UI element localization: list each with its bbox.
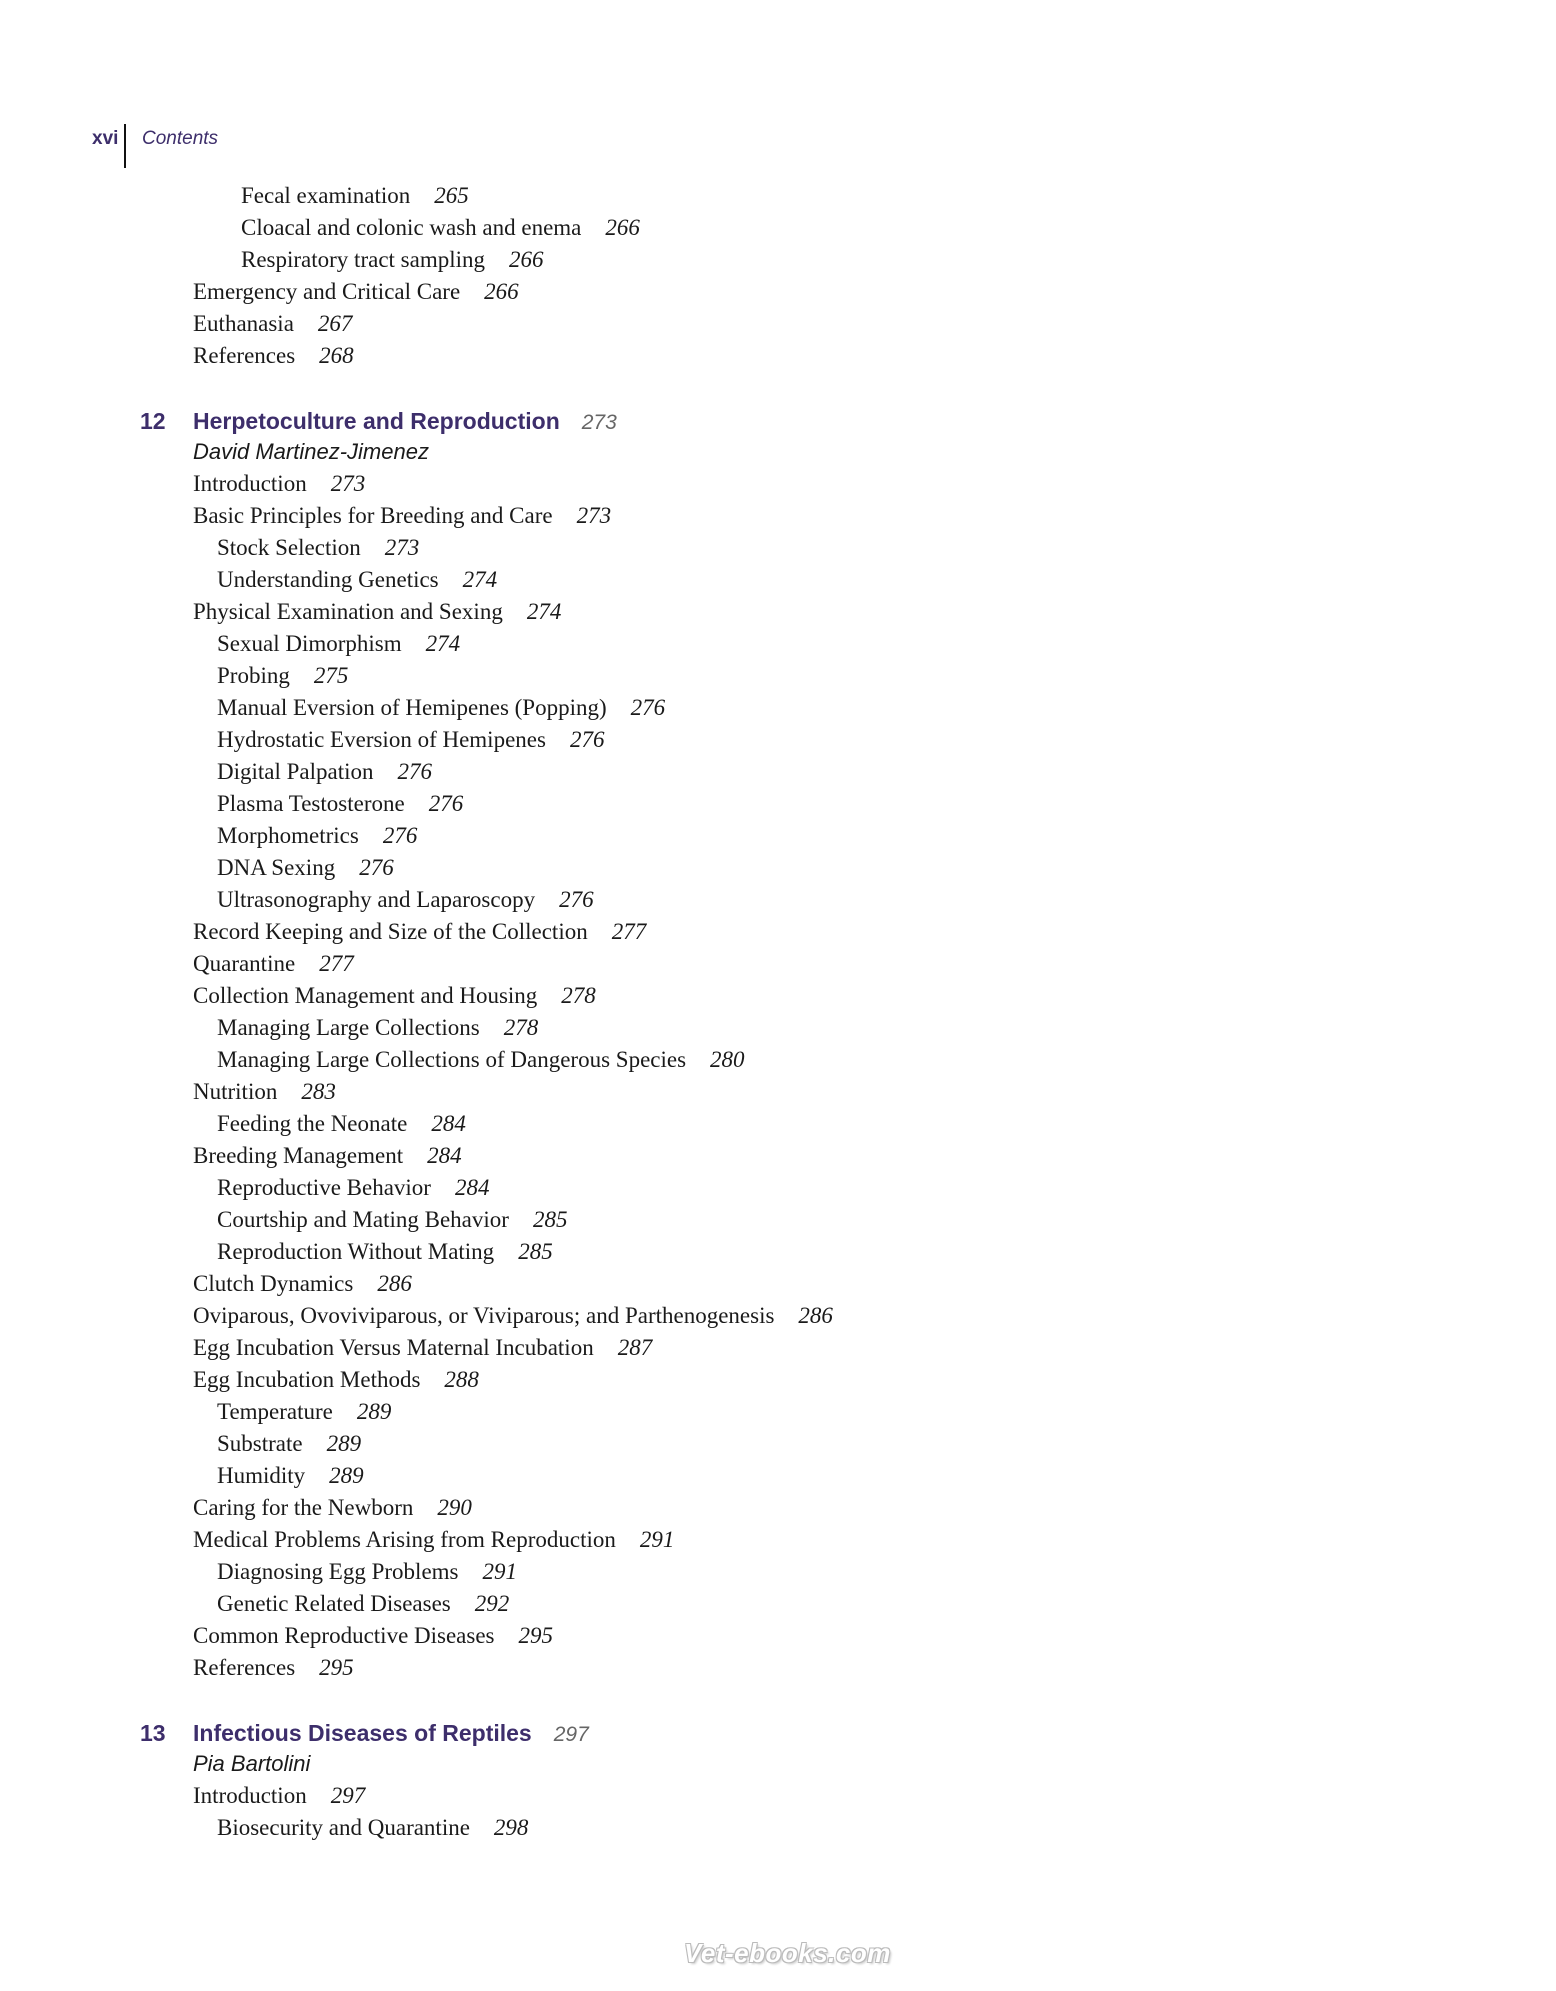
toc-page: 287: [617, 1335, 653, 1360]
toc-page: 266: [605, 215, 640, 240]
toc-entry: Reproductive Behavior 284: [217, 1175, 490, 1200]
toc-entry: Substrate 289: [217, 1431, 362, 1456]
watermark-logo: Vet-ebooks.com: [684, 1938, 891, 1968]
toc-page: 289: [326, 1431, 362, 1456]
toc-page: 285: [532, 1207, 568, 1232]
toc-entry: Egg Incubation Versus Maternal Incubation 287: [193, 1335, 653, 1360]
toc-entry: Euthanasia 267: [193, 311, 353, 336]
toc-entry: Introduction 273: [193, 471, 366, 496]
toc-entry: Stock Selection 273: [217, 535, 420, 560]
toc-entry: Understanding Genetics 274: [217, 567, 498, 592]
toc-entry: Humidity 289: [217, 1463, 364, 1488]
toc-page: 290: [437, 1495, 472, 1520]
header-divider: [124, 124, 126, 168]
toc-entry: Cloacal and colonic wash and enema 266: [241, 215, 640, 240]
chapter-number: 12: [140, 408, 166, 434]
toc-entry: Medical Problems Arising from Reproduction 291: [193, 1527, 675, 1552]
toc-entry: Manual Eversion of Hemipenes (Popping) 276: [217, 695, 666, 720]
toc-page: 277: [319, 951, 354, 976]
toc-page: 283: [301, 1079, 336, 1104]
toc-entry: Caring for the Newborn 290: [193, 1495, 472, 1520]
chapter-number: 13: [140, 1720, 166, 1746]
toc-entry: Temperature 289: [217, 1399, 392, 1424]
toc-entry: Sexual Dimorphism 274: [217, 631, 461, 656]
toc-entry: DNA Sexing 276: [217, 855, 394, 880]
toc-entry: Genetic Related Diseases 292: [217, 1591, 510, 1616]
toc-entry: Courtship and Mating Behavior 285: [217, 1207, 568, 1232]
toc-entry: Collection Management and Housing 278: [193, 983, 596, 1008]
toc-page: 273: [330, 471, 366, 496]
toc-page: 276: [359, 855, 394, 880]
toc-page: 291: [482, 1559, 517, 1584]
toc-entry: Record Keeping and Size of the Collection 277: [193, 919, 647, 944]
toc-page: 289: [356, 1399, 392, 1424]
toc-page: 273: [384, 535, 420, 560]
toc-entry: Respiratory tract sampling 266: [241, 247, 544, 272]
toc-entry: Fecal examination 265: [241, 183, 469, 208]
toc-page: 274: [462, 567, 498, 592]
toc-entry: Morphometrics 276: [217, 823, 418, 848]
toc-page: 267: [317, 311, 353, 336]
toc-page: 276: [569, 727, 605, 752]
toc-page: 274: [425, 631, 461, 656]
toc-entry: Feeding the Neonate 284: [217, 1111, 466, 1136]
toc-page: 295: [319, 1655, 354, 1680]
toc-entry: Nutrition 283: [193, 1079, 336, 1104]
toc-page: 268: [319, 343, 354, 368]
toc-page: 276: [382, 823, 418, 848]
chapter-heading: [140, 1717, 589, 1749]
chapter-heading: [140, 405, 617, 437]
toc-entry: Digital Palpation 276: [217, 759, 433, 784]
toc-entry: Hydrostatic Eversion of Hemipenes 276: [217, 727, 605, 752]
toc-page: 273: [576, 503, 612, 528]
toc-page: 278: [503, 1015, 539, 1040]
chapter-page: 297: [553, 1723, 589, 1746]
toc-page: 284: [454, 1175, 490, 1200]
toc-page: 266: [484, 279, 519, 304]
toc-page: 292: [474, 1591, 510, 1616]
toc-entry: Reproduction Without Mating 285: [217, 1239, 553, 1264]
chapter-page: 273: [581, 411, 617, 434]
toc-page: 266: [509, 247, 544, 272]
toc-entry: Introduction 297: [193, 1783, 366, 1808]
toc-entry: Probing 275: [217, 663, 349, 688]
chapter-title: Herpetoculture and Reproduction: [193, 408, 560, 434]
toc-page: 285: [518, 1239, 553, 1264]
toc-entry: Plasma Testosterone 276: [217, 791, 464, 816]
toc-page: 274: [526, 599, 562, 624]
toc-entry: Egg Incubation Methods 288: [193, 1367, 479, 1392]
toc-page: 277: [611, 919, 647, 944]
toc-page: 276: [559, 887, 594, 912]
toc-entry: Diagnosing Egg Problems 291: [217, 1559, 517, 1584]
toc-entry: References 295: [193, 1655, 354, 1680]
toc-page: 265: [434, 183, 469, 208]
toc-page: 280: [710, 1047, 745, 1072]
toc-entry: Quarantine 277: [193, 951, 354, 976]
toc-page: 275: [313, 663, 349, 688]
toc-page: 284: [431, 1111, 466, 1136]
toc-page: 298: [493, 1815, 529, 1840]
toc-entry: Managing Large Collections 278: [217, 1015, 539, 1040]
toc-entry: Emergency and Critical Care 266: [193, 279, 519, 304]
chapter-author: David Martinez-Jimenez: [193, 439, 429, 464]
toc-page: 291: [639, 1527, 675, 1552]
toc-page: 289: [329, 1463, 364, 1488]
toc-page: 276: [397, 759, 433, 784]
toc-page: 286: [377, 1271, 412, 1296]
toc-entry: Clutch Dynamics 286: [193, 1271, 412, 1296]
toc-entry: Physical Examination and Sexing 274: [193, 599, 562, 624]
page-number: xvi: [92, 128, 119, 149]
toc-entry: Biosecurity and Quarantine 298: [217, 1815, 529, 1840]
chapter-title: Infectious Diseases of Reptiles: [193, 1720, 532, 1746]
toc-page: 278: [561, 983, 596, 1008]
toc-page: 295: [518, 1623, 554, 1648]
chapter-author: Pia Bartolini: [193, 1751, 311, 1776]
toc-entry: Common Reproductive Diseases 295: [193, 1623, 554, 1648]
toc-entry: References 268: [193, 343, 354, 368]
running-title: Contents: [142, 128, 219, 149]
toc-page: 297: [330, 1783, 366, 1808]
toc-entry: Basic Principles for Breeding and Care 273: [193, 503, 612, 528]
toc-page: 284: [427, 1143, 462, 1168]
toc-entry: Oviparous, Ovoviviparous, or Viviparous; and Parthenogenesis 286: [193, 1303, 833, 1328]
toc-entry: Breeding Management 284: [193, 1143, 462, 1168]
toc-page: 276: [630, 695, 666, 720]
toc-page: 288: [444, 1367, 479, 1392]
toc-page: 286: [798, 1303, 833, 1328]
toc-entry: Managing Large Collections of Dangerous Species 280: [217, 1047, 745, 1072]
toc-entry: Ultrasonography and Laparoscopy 276: [217, 887, 594, 912]
toc-page: 276: [428, 791, 464, 816]
